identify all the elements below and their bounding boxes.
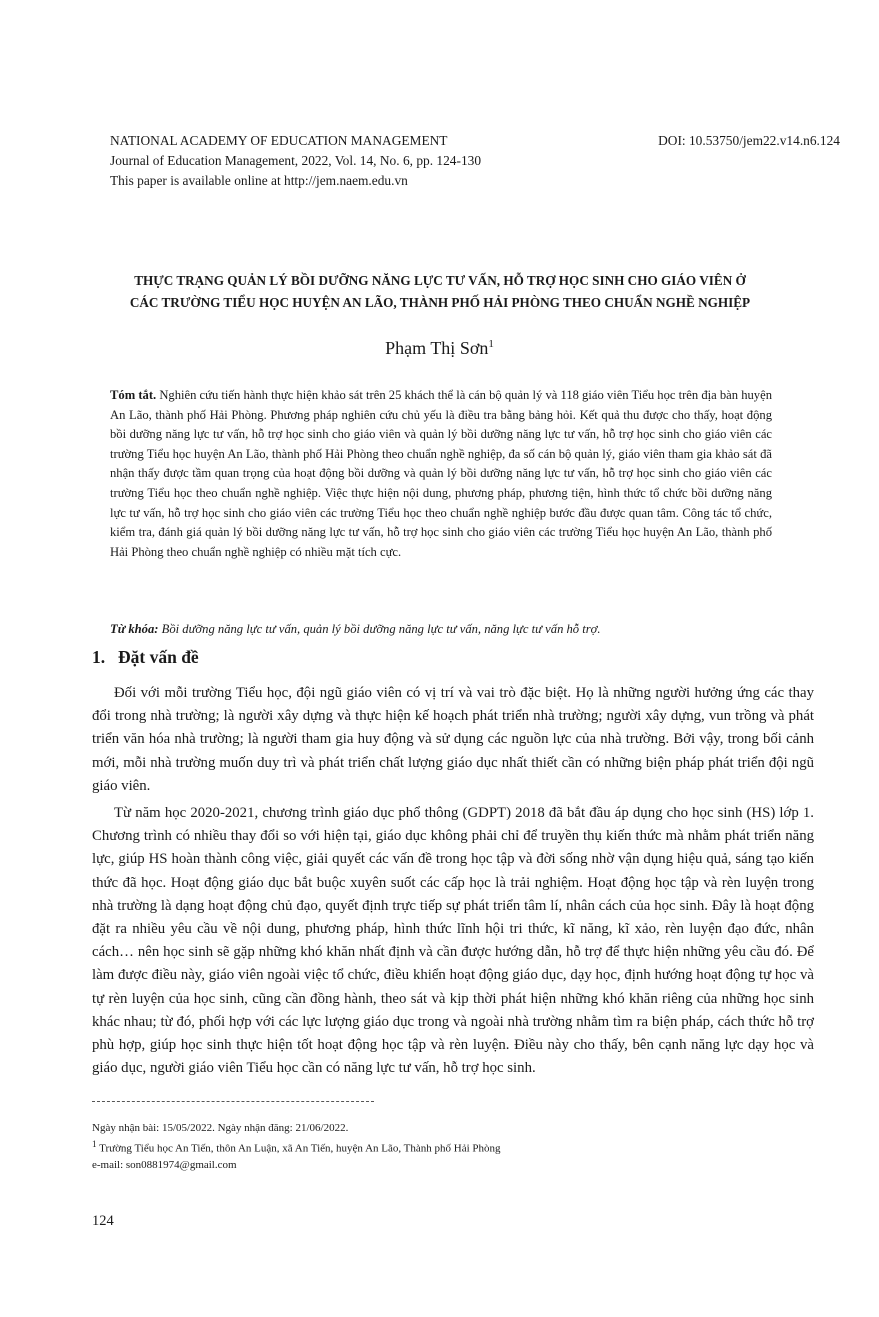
online-availability: This paper is available online at http://jem.naem.edu.vn bbox=[110, 173, 408, 188]
abstract bbox=[110, 386, 772, 562]
author-email: e-mail: son0881974@gmail.com bbox=[92, 1158, 237, 1171]
keywords bbox=[110, 620, 772, 639]
affiliation-footnote bbox=[92, 1136, 812, 1157]
journal-header bbox=[110, 131, 840, 191]
section-number: 1. bbox=[92, 647, 106, 667]
keywords-text: Bồi dưỡng năng lực tư vấn, quản lý bồi dưỡng năng lực tư vấn, năng lực tư vấn hỗ trợ. bbox=[158, 622, 601, 636]
received-dates: Ngày nhận bài: 15/05/2022. Ngày nhận đăng: 21/06/2022. bbox=[92, 1122, 349, 1134]
page-number: 124 bbox=[92, 1213, 114, 1229]
author-affiliation-mark: 1 bbox=[488, 338, 494, 350]
paper-title bbox=[70, 270, 810, 314]
paragraph: Đối với mỗi trường Tiểu học, đội ngũ giáo viên có vị trí và vai trò đặc biệt. Họ là những người hưởng ứng các thay đổi trong nhà trường; là người xây dựng và thực hiện kế hoạch phát triển nhà trường; người xây dựng, vun trồng và phát triển văn hóa nhà trường; là người tham gia huy động và sử dụng các nguồn lực của nhà trường. Bởi vậy, trong bối cảnh mới, mỗi nhà trường muốn duy trì và phát triển chất lượng giáo dục nhất thiết cần có những biện pháp phát triển đội ngũ giáo viên. bbox=[92, 685, 814, 794]
keywords-label: Từ khóa: bbox=[110, 622, 159, 636]
journal-citation: Journal of Education Management, 2022, Vol. 14, No. 6, pp. 124-130 bbox=[110, 153, 482, 168]
abstract-text: Nghiên cứu tiến hành thực hiện khảo sát trên 25 khách thể là cán bộ quản lý và 118 giáo viên Tiểu học trên địa bàn huyện An Lão, thành phố Hải Phòng. Phương pháp nghiên cứu chủ yếu là điều tra bằng bảng hỏi. Kết quả thu được cho thấy, hoạt động bồi dưỡng năng lực tư vấn, hỗ trợ học sinh cho giáo viên và quản lý bồi dưỡng năng lực tư vấn, hỗ trợ học sinh cho giáo viên các trường Tiểu học huyện An Lão, thành phố Hải Phòng theo chuẩn nghề nghiệp, đa số cán bộ quản lý, giáo viên tham gia khảo sát đã nhận thấy được tầm quan trọng của hoạt động bồi dưỡng và quản lý bồi dưỡng năng lực tư vấn, hỗ trợ học sinh cho giáo viên các trường Tiểu học theo chuẩn nghề nghiệp. Việc thực hiện nội dung, phương pháp, phương tiện, hình thức tổ chức bồi dưỡng năng lực tư vấn, hỗ trợ học sinh cho giáo viên các trường Tiểu học theo chuẩn nghề nghiệp bước đầu được quan tâm. Công tác tổ chức, kiểm tra, đánh giá quản lý bồi dưỡng năng lực tư vấn, hỗ trợ học sinh cho giáo viên các trường Tiểu học huyện An Lão, thành phố Hải Phòng theo chuẩn nghề nghiệp có nhiều mặt tích cực. bbox=[110, 388, 772, 559]
institution-name: NATIONAL ACADEMY OF EDUCATION MANAGEMENT bbox=[110, 133, 448, 148]
affiliation-mark: 1 bbox=[92, 1139, 97, 1149]
title-line-2: CÁC TRƯỜNG TIỂU HỌC HUYỆN AN LÃO, THÀNH PHỐ HẢI PHÒNG THEO CHUẨN NGHỀ NGHIỆP bbox=[129, 295, 751, 310]
doi-label: DOI: 10.53750/jem22.v14.n6.124 bbox=[658, 133, 840, 148]
author bbox=[0, 338, 879, 359]
paragraph: Từ năm học 2020-2021, chương trình giáo dục phổ thông (GDPT) 2018 đã bắt đầu áp dụng cho học sinh (HS) lớp 1. Chương trình có nhiều thay đổi so với hiện tại, giáo dục không phải chỉ để truyền thụ kiến thức mà nhằm phát triển năng lực, giúp HS hoàn thành công việc, giải quyết các vấn đề trong học tập và đời sống nhờ vận dụng hiệu quả, sáng tạo kiến thức đã học. Hoạt động giáo dục bắt buộc xuyên suốt các cấp học là trải nghiệm. Hoạt động học tập và rèn luyện trong nhà trường là dạng hoạt động chủ đạo, quyết định trực tiếp sự phát triển tâm lí, nhân cách của học sinh. Đây là hoạt động đặt ra nhiều yêu cầu về nội dung, phương pháp, hình thức lĩnh hội tri thức, kĩ năng, kĩ xảo, rèn luyện đạo đức, nhân cách… nên học sinh sẽ gặp những khó khăn nhất định và cần được hướng dẫn, hỗ trợ để thực hiện những yêu cầu đó. Để làm được điều này, giáo viên ngoài việc tổ chức, điều khiển hoạt động giáo dục, dạy học, định hướng hoạt động tự học và tự rèn luyện của học sinh, cũng cần đồng hành, theo sát và kịp thời phát hiện những khó khăn riêng của những học sinh khác nhau; từ đó, phối hợp với các lực lượng giáo dục trong và ngoài nhà trường nhằm tìm ra biện pháp, cách thức hỗ trợ phù hợp, giúp học sinh thực hiện tốt hoạt động học tập và rèn luyện. Điều này cho thấy, bên cạnh năng lực dạy học và giáo dục, người giáo viên Tiểu học cần có năng lực tư vấn, hỗ trợ học sinh. bbox=[92, 805, 814, 1077]
body-text bbox=[92, 682, 814, 1084]
title-line-1: THỰC TRẠNG QUẢN LÝ BỒI DƯỠNG NĂNG LỰC TƯ VẤN, HỖ TRỢ HỌC SINH CHO GIÁO VIÊN Ở bbox=[134, 273, 746, 288]
author-name: Phạm Thị Sơn bbox=[385, 338, 489, 358]
footnotes bbox=[92, 1120, 812, 1173]
abstract-label: Tóm tắt. bbox=[110, 388, 157, 402]
section-heading bbox=[92, 647, 199, 668]
footnote-divider bbox=[92, 1101, 374, 1102]
section-title: Đặt vấn đề bbox=[118, 647, 199, 667]
affiliation-text: Trường Tiểu học An Tiến, thôn An Luận, xã An Tiến, huyện An Lão, Thành phố Hải Phòng bbox=[96, 1142, 501, 1155]
